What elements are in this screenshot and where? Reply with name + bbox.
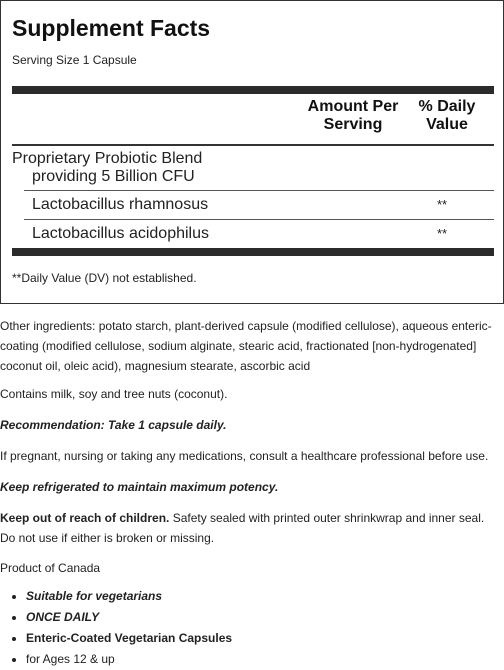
divider-thick-top [12, 86, 494, 94]
safety-warning [0, 508, 500, 548]
country-of-origin: Product of Canada [0, 561, 101, 575]
list-item: • ONCE DAILY [26, 607, 232, 628]
divider-row [24, 190, 494, 191]
column-header-daily-value: % Daily Value [418, 98, 476, 133]
list-item: • Suitable for vegetarians [26, 586, 232, 607]
proprietary-blend [12, 150, 202, 186]
recommendation: Recommendation: Take 1 capsule daily. [0, 418, 227, 432]
supplement-facts-panel [0, 0, 504, 304]
ingredient-daily-value: ** [437, 197, 448, 212]
product-claims-list [0, 586, 232, 670]
ingredient-name: Lactobacillus rhamnosus [32, 196, 209, 213]
divider-thick-bottom [12, 248, 494, 256]
allergen-statement: Contains milk, soy and tree nuts (coconut). [0, 387, 228, 401]
list-item: • for Ages 12 & up [26, 649, 232, 670]
daily-value-footnote: **Daily Value (DV) not established. [12, 271, 197, 285]
other-ingredients: Other ingredients: potato starch, plant-derived capsule (modified cellulose), aqueous enteric-coating (modified cellulose, sodium alginate, stearic acid, fractionated [non-hydrogenated] coconut oil, oleic acid), magnesium stearate, ascorbic acid [0, 319, 492, 373]
ingredient-daily-value: ** [437, 226, 448, 241]
serving-size: Serving Size 1 Capsule [12, 53, 137, 67]
children-warning: Keep out of reach of children. [0, 511, 170, 525]
seal-warning: Safety sealed with printed outer shrinkwrap and inner seal. Do not use if either is broken or missing. [0, 511, 485, 545]
pregnancy-warning: If pregnant, nursing or taking any medications, consult a healthcare professional before use. [0, 449, 489, 463]
storage-instruction: Keep refrigerated to maintain maximum potency. [0, 480, 279, 494]
list-item: • Enteric-Coated Vegetarian Capsules [26, 628, 232, 649]
blend-name: Proprietary Probiotic Blend [12, 150, 203, 167]
facts-title: Supplement Facts [12, 15, 211, 41]
column-header-amount: Amount Per Serving [307, 98, 399, 133]
divider-header [12, 144, 494, 146]
ingredient-name: Lactobacillus acidophilus [32, 225, 209, 242]
divider-row [24, 219, 494, 220]
blend-potency: providing 5 Billion CFU [32, 168, 195, 185]
